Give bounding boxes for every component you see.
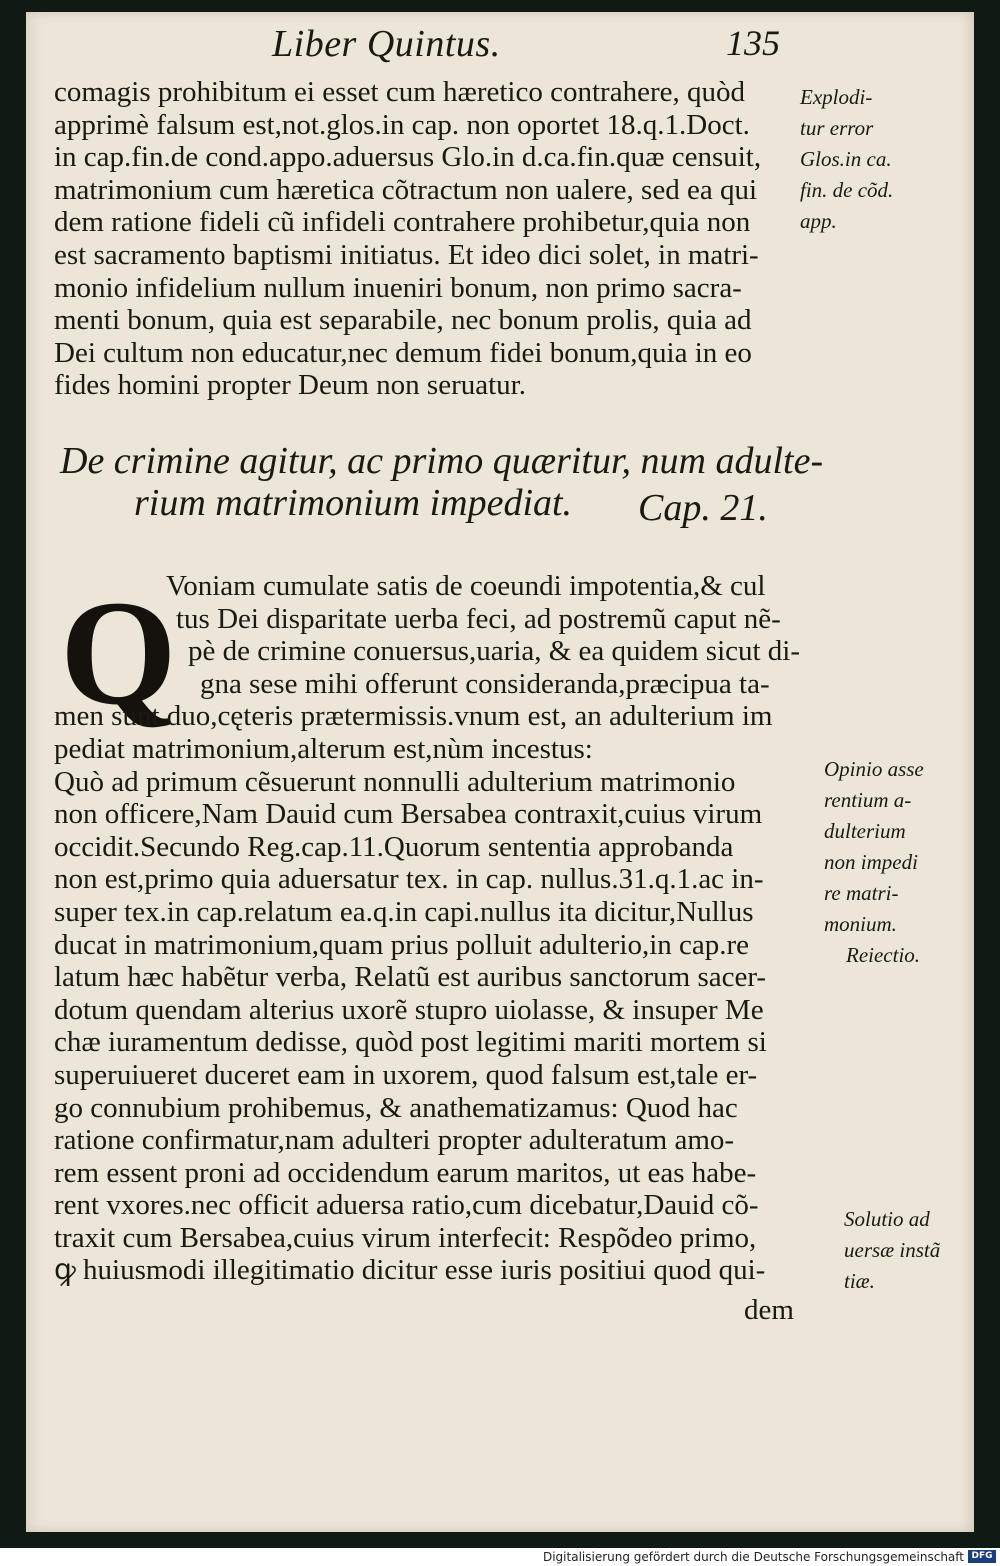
note-line: Solutio ad (844, 1207, 930, 1231)
text-line: super tex.in cap.relatum ea.q.in capi.nullus ita dicitur,Nullus (54, 895, 754, 928)
text-line: menti bonum, quia est separabile, nec bonum prolis, quia ad (54, 304, 752, 337)
text-line: gna sese mihi offerunt consideranda,præcipua ta- (200, 667, 770, 700)
text-line: est sacramento baptismi initiatus. Et ideo dici solet, in matri- (54, 238, 759, 271)
note-line: tiæ. (844, 1269, 875, 1293)
footer-bar (0, 1548, 1000, 1566)
text-line: traxit cum Bersabea,cuius virum interfecit: Respõdeo primo, (54, 1221, 757, 1254)
text-line: pè de crimine conuersus,uaria, & ea quidem sicut di- (188, 635, 801, 668)
text-line: matrimonium cum hæretica cõtractum non ualere, sed ea qui (54, 173, 758, 206)
drop-cap-initial: Q (60, 570, 177, 736)
text-line: Voniam cumulate satis de coeundi impotentia,& cul (166, 570, 766, 602)
text-line: superuiueret duceret eam in uxorem, quod falsum est,tale er- (54, 1058, 758, 1091)
text-line: in cap.fin.de cond.appo.aduersus Glo.in d.ca.fin.quæ censuit, (54, 141, 762, 174)
text-line: rent vxores.nec officit aduersa ratio,cum dicebatur,Dauid cõ- (54, 1189, 759, 1222)
text-line: dotum quendam alterius uxorẽ stupro uiolasse, & insuper Me (54, 993, 764, 1026)
text-line: dem ratione fideli cũ infideli contrahere prohibetur,quia non (54, 206, 751, 239)
text-line: Dei cultum non educatur,nec demum fidei bonum,quia in eo (54, 336, 752, 369)
book-page (26, 12, 974, 1532)
text-line: tus Dei disparitate uerba feci, ad postremũ caput nẽ- (176, 602, 781, 635)
text-line: occidit.Secundo Reg.cap.11.Quorum sententia approbanda (54, 830, 734, 863)
text-line: fides homini propter Deum non seruatur. (54, 369, 526, 402)
running-title: Liber Quintus. (272, 23, 501, 65)
note-line: Reiectio. (846, 943, 921, 967)
note-line: Opinio asse (824, 757, 924, 781)
note-line: tur error (800, 116, 874, 140)
text-line: monio infidelium nullum inueniri bonum, non primo sacra- (54, 271, 742, 304)
heading-line: rium matrimonium impediat. (134, 482, 573, 524)
text-line: latum hæc habẽtur verba, Relatũ est auribus sanctorum sacer- (54, 961, 767, 994)
note-line: Explodi- (800, 85, 873, 109)
text-line: chæ iuramentum dedisse, quòd post legitimi mariti mortem si (54, 1026, 767, 1059)
margin-note-explodi (800, 82, 893, 237)
paragraph-top (54, 76, 814, 402)
note-line: Glos.in ca. (800, 147, 892, 171)
note-line: app. (800, 209, 837, 233)
text-line: non officere,Nam Dauid cum Bersabea contraxit,cuius virum (54, 798, 763, 831)
chapter-label: Cap. 21. (638, 487, 768, 529)
note-line: uersæ instã (844, 1238, 941, 1262)
text-line: ratione confirmatur,nam adulteri propter adulteratum amo- (54, 1124, 735, 1157)
text-line: pediat matrimonium,alterum est,nùm incestus: (54, 732, 593, 765)
text-line: ducat in matrimonium,quam prius polluit adulterio,in cap.re (54, 928, 750, 961)
text-line: Quò ad primum cẽsuerunt nonnulli adulterium matrimonio (54, 765, 736, 798)
funding-credit: Digitalisierung gefördert durch die Deutsche Forschungsgemeinschaft (542, 1550, 964, 1564)
note-line: monium. (824, 912, 897, 936)
margin-note-solutio (844, 1204, 940, 1297)
catchword: dem (744, 1294, 794, 1326)
paragraph-main (54, 570, 814, 1287)
heading-line: De crimine agitur, ac primo quæritur, num adulte- (60, 440, 824, 482)
text-line: apprimè falsum est,not.glos.in cap. non oportet 18.q.1.Doct. (54, 108, 750, 141)
note-line: rentium a- (824, 788, 912, 812)
dfg-logo-icon: DFG (968, 1550, 996, 1563)
page-number: 135 (726, 23, 780, 63)
note-line: re matri- (824, 881, 899, 905)
margin-note-opinio (824, 754, 924, 971)
note-line: fin. de cõd. (800, 178, 894, 202)
note-line: non impedi (824, 850, 918, 874)
text-line: go connubium prohibemus, & anathematizamus: Quod hac (54, 1091, 738, 1124)
text-line: comagis prohibitum ei esset cum hæretico contrahere, quòd (54, 76, 745, 108)
text-line: non est,primo quia aduersatur tex. in cap. nullus.31.q.1.ac in- (54, 863, 764, 896)
text-line: rem essent proni ad occidendum earum maritos, ut eas habe- (54, 1156, 757, 1189)
text-line: ꝙ huiusmodi illegitimatio dicitur esse iuris positiui quod qui- (54, 1254, 766, 1287)
note-line: dulterium (824, 819, 906, 843)
text-line: men sunt duo,cęteris prætermissis.vnum est, an adulterium im (54, 700, 773, 733)
